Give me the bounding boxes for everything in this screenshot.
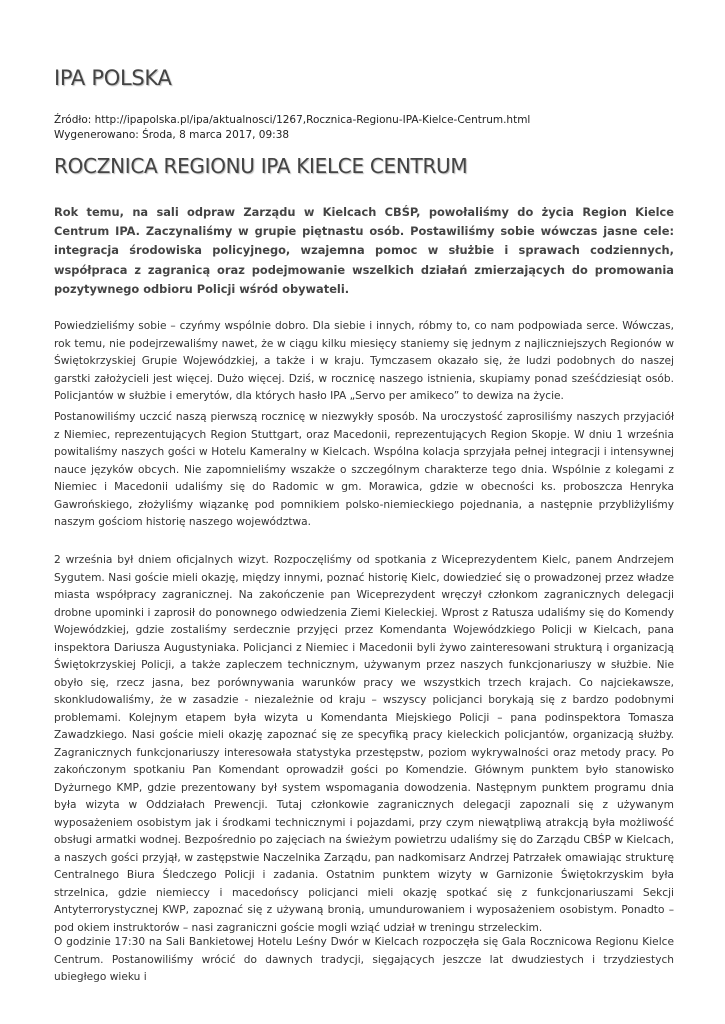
article-paragraph: Powiedzieliśmy sobie – czyńmy wspólnie dobro. Dla siebie i innych, róbmy to, co nam podpowiada serce. Wówczas, rok temu, nie podejrzewaliśmy nawet, że w ciągu kilku miesięcy staniemy się jednym z najliczniejszych Regionów w Świętokrzyskiej Grupie Wojewódzkiej, a także i w kraju. Tymczasem okazało się, że ludzi podobnych do naszej garstki założycieli jest więcej. Dużo więcej. Dziś, w rocznicę naszego istnienia, skupiamy ponad sześćdziesiąt osób. Policjantów w służbie i emerytów, dla których hasło IPA „Servo per amikeco” to dewiza na życie.: [54, 320, 674, 402]
article-title: ROCZNICA REGIONU IPA KIELCE CENTRUM: [54, 154, 468, 178]
article-paragraph: Postanowiliśmy uczcić naszą pierwszą rocznicę w niezwykły sposób. Na uroczystość zaprosiliśmy naszych przyjaciół z Niemiec, reprezentujących Region Stuttgart, oraz Macedonii, reprezentujących Region Skopje. W dniu 1 września powitaliśmy naszych gości w Hotelu Kameralny w Kielcach. Wspólna kolacja sprzyjała pełnej integracji i intensywnej nauce języków obcych. Nie zapomnieliśmy wszakże o szczególnym charakterze tego dnia. Wspólnie z kolegami z Niemiec i Macedonii udaliśmy się do Radomic w gm. Morawica, gdzie w obecności ks. proboszcza Henryka Gawrońskiego, złożyliśmy wiązankę pod pomnikiem polsko-niemieckiego pojednania, a następnie przybliżyliśmy naszym gościom historię naszego województwa.: [54, 411, 674, 528]
site-title: IPA POLSKA: [54, 66, 172, 90]
article-paragraph: 2 września był dniem oficjalnych wizyt. Rozpoczęliśmy od spotkania z Wiceprezydentem Kielc, panem Andrzejem Sygutem. Nasi goście mieli okazję, między innymi, poznać historię Kielc, dowiedzieć się o prowadzonej przez władze miasta współpracy zagranicznej. Na zakończenie pan Wiceprezydent wręczył członkom zagranicznych delegacji drobne upominki i zaprosił do ponownego odwiedzenia Ziemi Kieleckiej. Wprost z Ratusza udaliśmy się do Komendy Wojewódzkiej, gdzie zostaliśmy serdecznie przyjęci przez Komendanta Wojewódzkiego Policji w Kielcach, pana inspektora Dariusza Augustyniaka. Policjanci z Niemiec i Macedonii byli żywo zainteresowani strukturą i organizacją Świętokrzyskiej Policji, a także zapleczem technicznym, używanym przez naszych funkcjonariuszy w służbie. Nie obyło się, rzecz jasna, bez porównywania warunków pracy we wszystkich trzech krajach. Co najciekawsze, skonkludowaliśmy, że w zasadzie - niezależnie od kraju – wszyscy policjanci borykają się z bardzo podobnymi problemami. Kolejnym etapem była wizyta u Komendanta Miejskiego Policji – pana podinspektora Tomasza Zawadzkiego. Nasi goście mieli okazję zapoznać się ze specyfiką pracy kieleckich policjantów, organizacją służby. Zagranicznych funkcjonariuszy interesowała statystyka przestępstw, poziom wykrywalności oraz metody pracy. Po zakończonym spotkaniu Pan Komendant oprowadził gości po Komendzie. Głównym punktem było stanowisko Dyżurnego KMP, gdzie prezentowany był system wspomagania dowodzenia. Następnym punktem programu dnia była wizyta w Oddziałach Prewencji. Tutaj członkowie zagranicznych delegacji zapoznali się z używanym wyposażeniem osobistym jak i środkami technicznymi i pojazdami, przy czym niewątpliwą atrakcją była możliwość obsługi armatki wodnej. Bezpośrednio po zajęciach na świeżym powietrzu udaliśmy się do Zarządu CBŚP w Kielcach, a naszych gości przyjął, w zastępstwie Naczelnika Zarządu, pan nadkomisarz Andrzej Patrzałek omawiając strukturę Centralnego Biura Śledczego Policji i zadania. Ostatnim punktem wizyty w Garnizonie Świętokrzyskim była strzelnica, gdzie niemieccy i macedońscy policjanci mieli okazję spotkać się z funkcjonariuszami Sekcji Antyterrorystycznej KWP, zapoznać się z używaną bronią, umundurowaniem i wyposażeniem osobistym. Ponadto – pod okiem instruktorów – nasi zagraniczni goście mogli wziąć udział w treningu strzeleckim.: [54, 554, 674, 934]
article-lead: Rok temu, na sali odpraw Zarządu w Kielcach CBŚP, powołaliśmy do życia Region Kielce Centrum IPA. Zaczynaliśmy w grupie piętnastu osób. Postawiliśmy sobie wówczas jasne cele: integracja środowiska policyjnego, wzajemna pomoc w służbie i sprawach codziennych, współpraca z zagranicą oraz podejmowanie wszelkich działań zmierzających do promowania pozytywnego odbioru Policji wśród obywateli.: [54, 205, 674, 296]
generated-line: Wygenerowano: Środa, 8 marca 2017, 09:38: [54, 129, 290, 141]
article-paragraph: O godzinie 17:30 na Sali Bankietowej Hotelu Leśny Dwór w Kielcach rozpoczęła się Gala Rocznicowa Regionu Kielce Centrum. Postanowiliśmy wrócić do dawnych tradycji, sięgających jeszcze lat dwudziestych i trzydziestych ubiegłego wieku i: [54, 936, 674, 983]
source-line: Źródło: http://ipapolska.pl/ipa/aktualnosci/1267,Rocznica-Regionu-IPA-Kielce-Centrum.html: [54, 114, 531, 126]
